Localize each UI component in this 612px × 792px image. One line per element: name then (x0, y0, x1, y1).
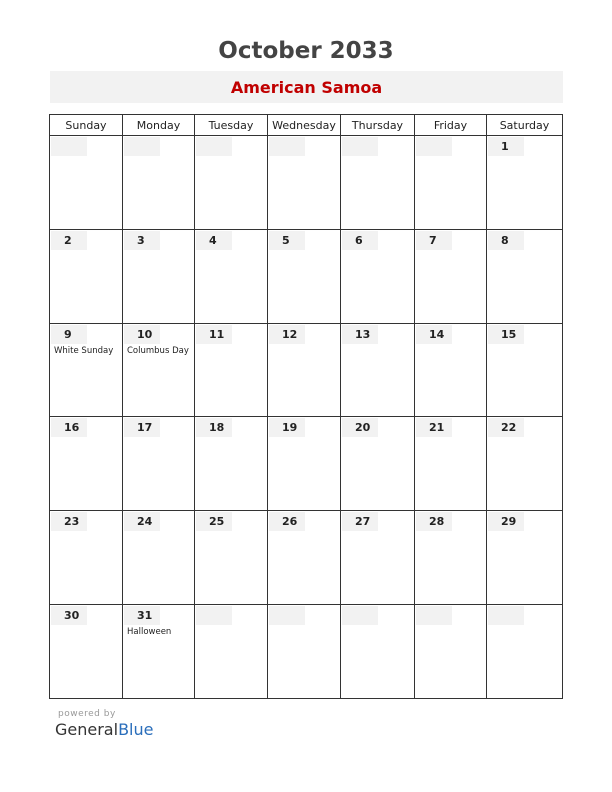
day-cell[interactable] (415, 417, 487, 511)
day-number: 25 (196, 512, 232, 531)
day-number: 27 (342, 512, 378, 531)
day-number: 8 (488, 231, 524, 250)
day-number: 3 (124, 231, 160, 250)
logo-general: General (55, 720, 119, 739)
day-cell[interactable] (268, 605, 341, 698)
day-number: 23 (51, 512, 87, 531)
day-cell[interactable] (195, 417, 268, 511)
page-title: October 2033 (218, 38, 394, 64)
day-number: 24 (124, 512, 160, 531)
weekday-header-monday: Monday (123, 115, 195, 136)
day-number (416, 137, 452, 156)
day-cell[interactable] (123, 417, 195, 511)
day-number: 22 (488, 418, 524, 437)
day-cell[interactable] (415, 605, 487, 698)
weekday-header-friday: Friday (415, 115, 487, 136)
day-cell[interactable] (415, 511, 487, 605)
day-cell[interactable] (487, 605, 562, 698)
day-number: 14 (416, 325, 452, 344)
day-number: 1 (488, 137, 524, 156)
day-cell[interactable] (341, 324, 415, 417)
day-cell[interactable] (195, 511, 268, 605)
day-cell[interactable] (50, 417, 123, 511)
day-cell[interactable] (195, 230, 268, 324)
day-number: 31 (124, 606, 160, 625)
day-cell[interactable] (123, 605, 195, 698)
day-number: 18 (196, 418, 232, 437)
day-number: 2 (51, 231, 87, 250)
day-number: 5 (269, 231, 305, 250)
day-cell[interactable] (341, 511, 415, 605)
day-cell[interactable] (415, 324, 487, 417)
day-cell[interactable] (195, 324, 268, 417)
calendar-grid (49, 114, 563, 699)
day-number: 7 (416, 231, 452, 250)
day-cell[interactable] (341, 417, 415, 511)
day-cell[interactable] (50, 324, 123, 417)
day-cell[interactable] (487, 417, 562, 511)
day-number: 16 (51, 418, 87, 437)
day-number: 10 (124, 325, 160, 344)
footer (55, 709, 153, 739)
day-number (269, 137, 305, 156)
day-cell[interactable] (123, 230, 195, 324)
holiday-label: White Sunday (54, 346, 114, 356)
day-number: 4 (196, 231, 232, 250)
day-cell[interactable] (195, 605, 268, 698)
day-cell[interactable] (123, 136, 195, 230)
day-number: 20 (342, 418, 378, 437)
day-number: 21 (416, 418, 452, 437)
day-number: 28 (416, 512, 452, 531)
day-number: 13 (342, 325, 378, 344)
weekday-header-wednesday: Wednesday (268, 115, 341, 136)
weekday-header-tuesday: Tuesday (195, 115, 268, 136)
holiday-label: Halloween (127, 627, 172, 637)
day-cell[interactable] (341, 230, 415, 324)
day-cell[interactable] (50, 136, 123, 230)
day-number (342, 606, 378, 625)
day-cell[interactable] (268, 511, 341, 605)
day-number (342, 137, 378, 156)
day-number (196, 606, 232, 625)
day-number: 12 (269, 325, 305, 344)
day-number (488, 606, 524, 625)
day-number (196, 137, 232, 156)
day-cell[interactable] (487, 230, 562, 324)
generalblue-logo[interactable] (55, 720, 153, 739)
day-number: 11 (196, 325, 232, 344)
day-number (124, 137, 160, 156)
day-number: 9 (51, 325, 87, 344)
day-cell[interactable] (50, 230, 123, 324)
day-cell[interactable] (123, 324, 195, 417)
logo-blue: Blue (118, 720, 154, 739)
day-cell[interactable] (268, 417, 341, 511)
day-cell[interactable] (487, 136, 562, 230)
day-number (416, 606, 452, 625)
day-cell[interactable] (50, 605, 123, 698)
weekday-header-sunday: Sunday (50, 115, 123, 136)
day-cell[interactable] (487, 511, 562, 605)
day-number: 30 (51, 606, 87, 625)
region-name: American Samoa (230, 78, 383, 97)
day-cell[interactable] (268, 230, 341, 324)
day-number: 19 (269, 418, 305, 437)
day-number: 15 (488, 325, 524, 344)
day-number: 29 (488, 512, 524, 531)
day-number: 6 (342, 231, 378, 250)
day-cell[interactable] (50, 511, 123, 605)
powered-by-text: powered by (58, 709, 116, 719)
day-cell[interactable] (415, 230, 487, 324)
region-band (50, 71, 563, 103)
day-cell[interactable] (487, 324, 562, 417)
weekday-header-thursday: Thursday (341, 115, 415, 136)
day-cell[interactable] (123, 511, 195, 605)
day-cell[interactable] (341, 605, 415, 698)
day-cell[interactable] (268, 324, 341, 417)
day-cell[interactable] (415, 136, 487, 230)
day-cell[interactable] (341, 136, 415, 230)
day-number: 17 (124, 418, 160, 437)
day-cell[interactable] (268, 136, 341, 230)
day-number: 26 (269, 512, 305, 531)
weekday-header-saturday: Saturday (487, 115, 562, 136)
day-cell[interactable] (195, 136, 268, 230)
day-number (269, 606, 305, 625)
holiday-label: Columbus Day (127, 346, 189, 356)
day-number (51, 137, 87, 156)
